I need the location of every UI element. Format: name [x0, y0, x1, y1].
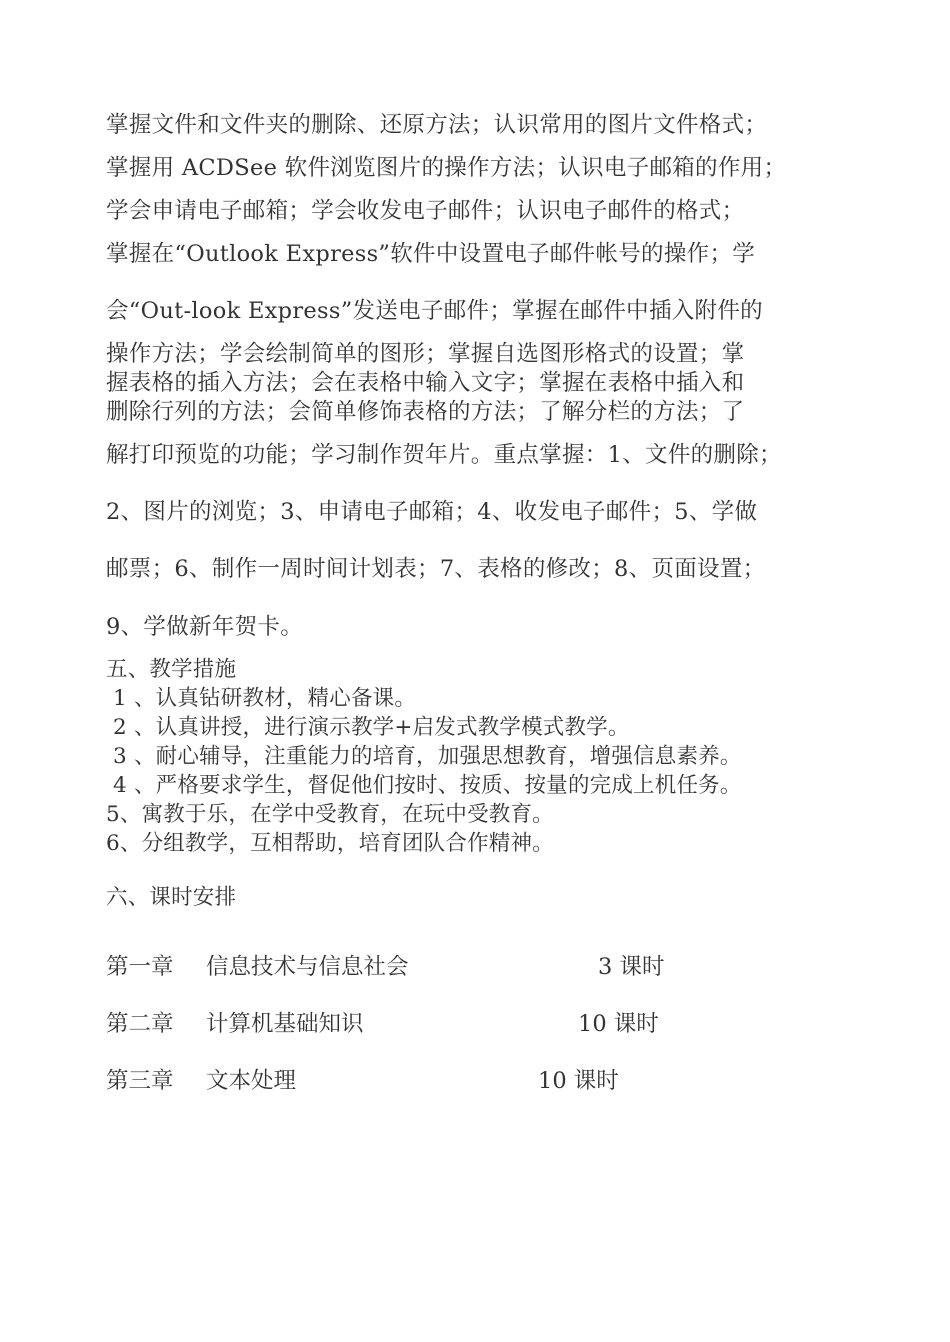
section-heading-schedule: 六、课时安排 — [106, 885, 237, 910]
measure-item: 1 、认真钻研教材，精心备课。 — [106, 686, 417, 711]
measure-item: 6、分组教学，互相帮助，培育团队合作精神。 — [106, 831, 554, 856]
schedule-row — [106, 1066, 619, 1096]
paragraph-line: 解打印预览的功能；学习制作贺年片。重点掌握：1、文件的删除； — [106, 442, 782, 468]
measure-item: 4 、严格要求学生，督促他们按时、按质、按量的完成上机任务。 — [106, 773, 742, 798]
paragraph-line: 9、学做新年贺卡。 — [106, 614, 304, 640]
schedule-row — [106, 952, 665, 982]
schedule-title: 计算机基础知识 — [206, 1011, 364, 1037]
section-heading-measures: 五、教学措施 — [106, 657, 237, 682]
measure-item: 2 、认真讲授，进行演示教学+启发式教学模式教学。 — [106, 715, 630, 740]
paragraph-line: 会“Out-look Express”发送电子邮件；掌握在邮件中插入附件的 — [106, 298, 763, 324]
paragraph-line: 操作方法；学会绘制简单的图形；掌握自选图形格式的设置；掌 — [106, 341, 745, 367]
paragraph-line: 学会申请电子邮箱；学会收发电子邮件；认识电子邮件的格式； — [106, 198, 745, 224]
schedule-row — [106, 1009, 659, 1039]
paragraph-line: 握表格的插入方法；会在表格中输入文字；掌握在表格中插入和 — [106, 370, 745, 396]
schedule-chapter: 第二章 — [106, 1011, 174, 1037]
schedule-title: 信息技术与信息社会 — [206, 954, 409, 980]
paragraph-line: 删除行列的方法；会简单修饰表格的方法；了解分栏的方法；了 — [106, 399, 745, 425]
paragraph-line: 掌握用 ACDSee 软件浏览图片的操作方法；认识电子邮箱的作用； — [106, 155, 787, 181]
schedule-hours: 3 课时 — [598, 954, 665, 980]
measure-item: 5、寓教于乐，在学中受教育，在玩中受教育。 — [106, 802, 554, 827]
schedule-hours: 10 课时 — [538, 1068, 619, 1094]
measure-item: 3 、耐心辅导，注重能力的培育，加强思想教育，增强信息素养。 — [106, 744, 742, 769]
paragraph-line: 掌握在“Outlook Express”软件中设置电子邮件帐号的操作；学 — [106, 241, 756, 267]
schedule-hours: 10 课时 — [578, 1011, 659, 1037]
schedule-title: 文本处理 — [206, 1068, 297, 1094]
paragraph-line: 邮票；6、制作一周时间计划表；7、表格的修改；8、页面设置； — [106, 556, 766, 582]
paragraph-line: 2、图片的浏览；3、申请电子邮箱；4、收发电子邮件；5、学做 — [106, 499, 758, 525]
schedule-chapter: 第三章 — [106, 1068, 174, 1094]
schedule-chapter: 第一章 — [106, 954, 174, 980]
paragraph-line: 掌握文件和文件夹的删除、还原方法；认识常用的图片文件格式； — [106, 112, 768, 138]
